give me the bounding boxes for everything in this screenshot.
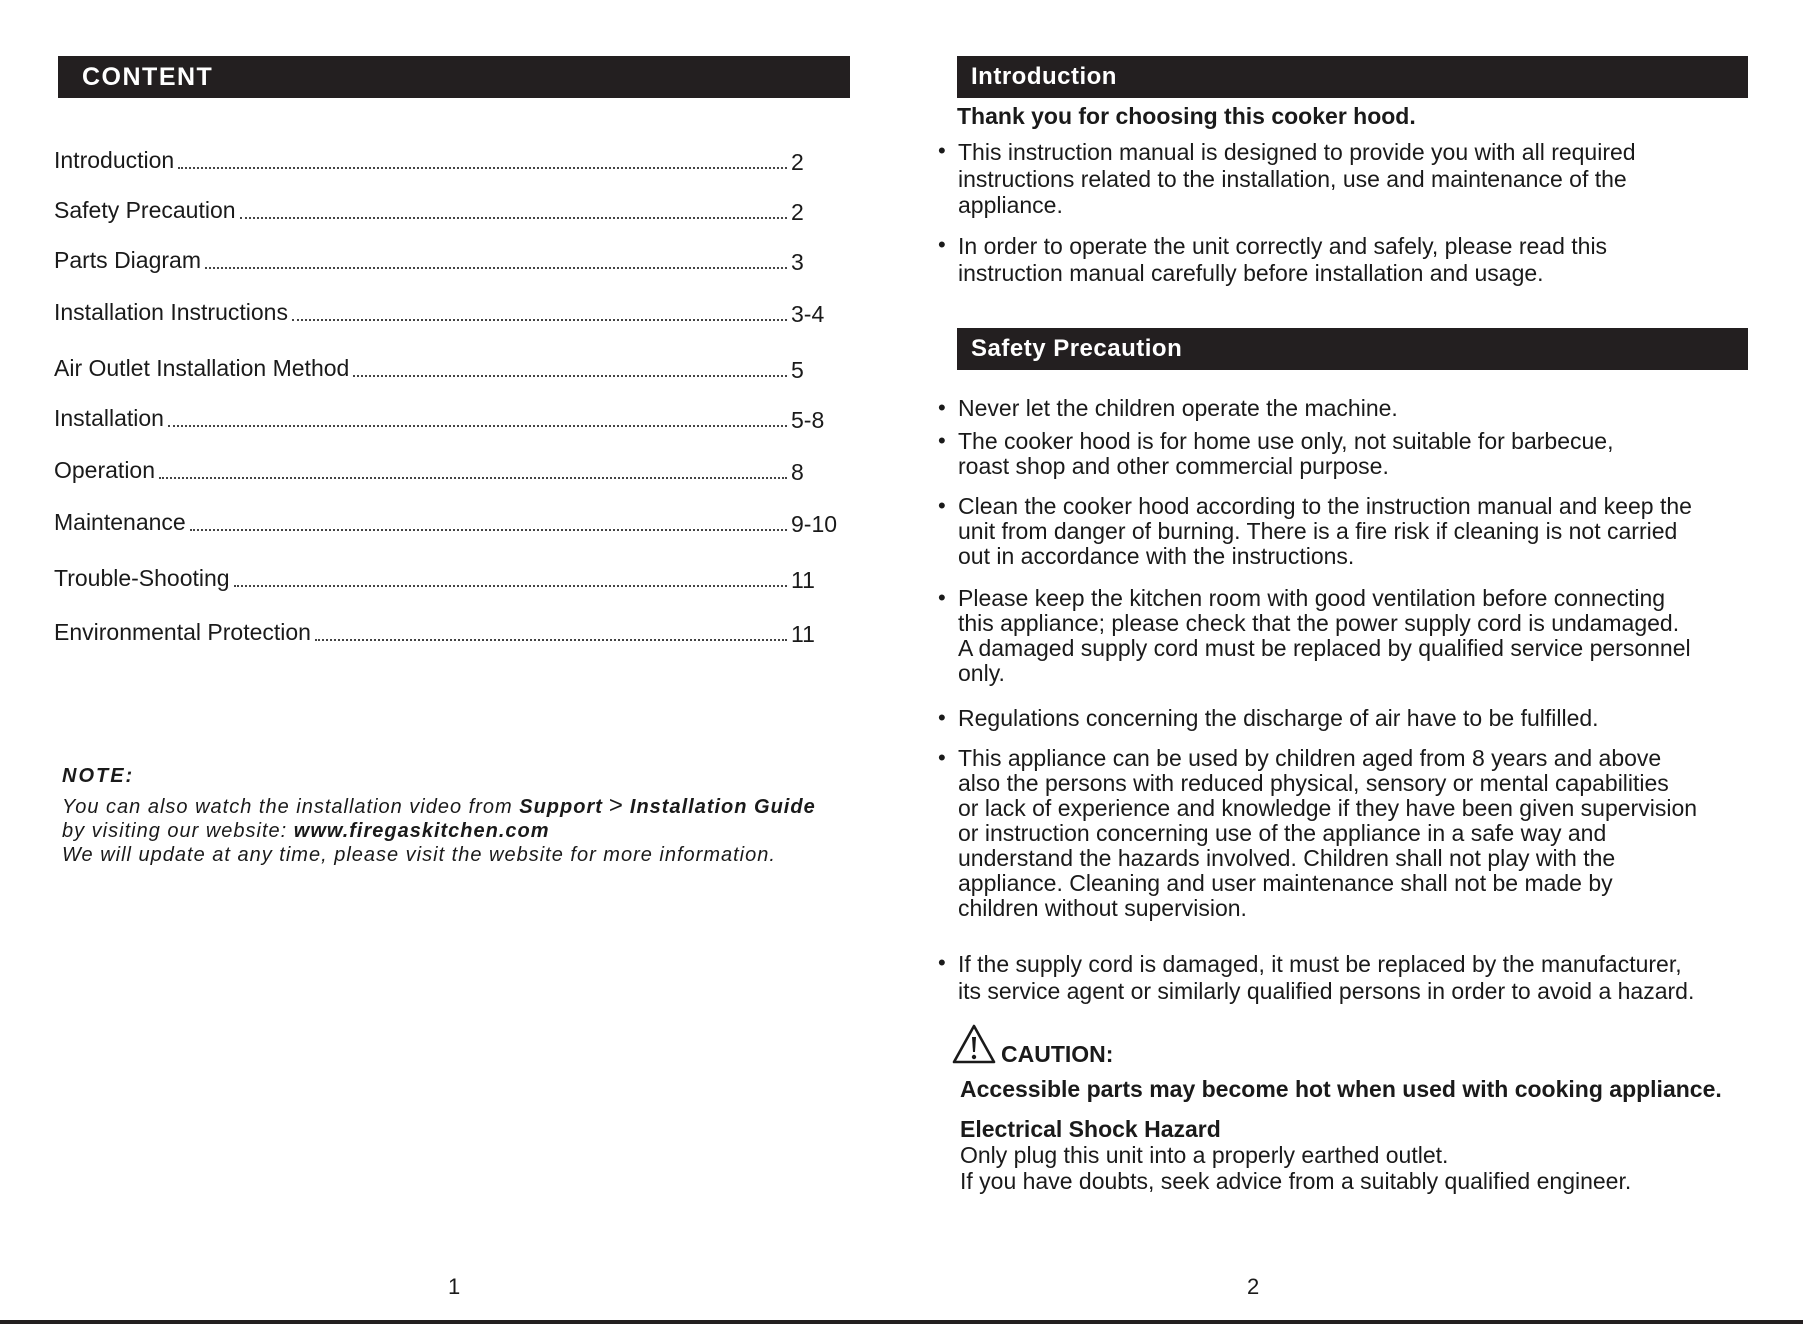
chevron-right-icon: > <box>608 792 624 819</box>
toc-item-page: 3-4 <box>791 301 825 327</box>
toc-item-title: Installation <box>54 405 164 431</box>
bullet-dot-icon: • <box>938 428 946 453</box>
introduction-header: Introduction <box>957 56 1748 98</box>
bullet-dot-icon: • <box>938 950 946 975</box>
toc-leader-dots <box>190 529 787 531</box>
note-line-1-prefix: You can also watch the installation video from <box>62 796 520 818</box>
bullet-dot-icon: • <box>938 232 946 257</box>
note-support-text: Support <box>519 796 603 818</box>
note-title: NOTE: <box>62 765 135 787</box>
note-line-2-prefix: by visiting our website: <box>62 820 294 842</box>
toc-leader-dots <box>178 167 787 169</box>
electrical-shock-line-1: Only plug this unit into a properly earthed outlet. <box>960 1142 1449 1168</box>
bullet-line: In order to operate the unit correctly and safely, please read this <box>958 233 1608 259</box>
toc-item-page: 8 <box>791 459 804 485</box>
bullet-dot-icon: • <box>938 705 946 730</box>
bullet-item <box>938 429 1768 479</box>
toc-item-title: Operation <box>54 457 156 483</box>
page-number: 1 <box>448 1274 461 1299</box>
note-line-3: We will update at any time, please visit the website for more information. <box>62 844 776 866</box>
bullet-item <box>938 746 1768 921</box>
bullet-line: out in accordance with the instructions. <box>958 543 1355 569</box>
toc-item-title: Maintenance <box>54 509 186 535</box>
electrical-shock-line-2: If you have doubts, seek advice from a suitably qualified engineer. <box>960 1168 1632 1194</box>
toc-leader-dots <box>159 477 787 479</box>
bullet-text <box>958 429 1768 479</box>
note-block <box>62 764 882 867</box>
bullet-line: This instruction manual is designed to provide you with all required <box>958 139 1636 165</box>
bullet-line: If the supply cord is damaged, it must be replaced by the manufacturer, <box>958 951 1682 977</box>
toc-leader-dots <box>292 319 787 321</box>
bullet-item <box>938 396 1768 421</box>
bullet-item <box>938 139 1768 219</box>
bullet-line: This appliance can be used by children aged from 8 years and above <box>958 745 1662 771</box>
bullet-line: appliance. <box>958 192 1063 218</box>
toc-item-title: Safety Precaution <box>54 197 236 223</box>
intro-lead: Thank you for choosing this cooker hood. <box>957 103 1416 129</box>
toc-item <box>54 298 854 328</box>
bullet-text <box>958 494 1768 569</box>
toc-leader-dots <box>240 217 787 219</box>
bullet-line: or lack of experience and knowledge if they have been given supervision <box>958 795 1698 821</box>
bullet-dot-icon: • <box>938 138 946 163</box>
bullet-line: or instruction concerning use of the appliance in a safe way and <box>958 820 1607 846</box>
website-url: www.firegaskitchen.com <box>293 820 550 842</box>
toc-item <box>54 146 854 176</box>
content-header: CONTENT <box>58 56 850 98</box>
toc-item-title: Trouble-Shooting <box>54 565 230 591</box>
bullet-line: understand the hazards involved. Children shall not play with the <box>958 845 1616 871</box>
bullet-item <box>938 494 1768 569</box>
toc-item-title: Parts Diagram <box>54 247 201 273</box>
note-line-2 <box>62 819 882 843</box>
bullet-line: its service agent or similarly qualified persons in order to avoid a hazard. <box>958 977 1695 1004</box>
bullet-dot-icon: • <box>938 745 946 770</box>
bullet-line: The cooker hood is for home use only, not suitable for barbecue, <box>958 428 1614 454</box>
bullet-line: A damaged supply cord must be replaced by qualified service personnel <box>958 635 1691 661</box>
bullet-line: children without supervision. <box>958 895 1247 921</box>
bullet-line: Regulations concerning the discharge of air have to be fulfilled. <box>958 705 1599 731</box>
toc-item-page: 11 <box>791 567 815 593</box>
page-number: 2 <box>1247 1274 1260 1299</box>
toc-item-page: 2 <box>791 199 804 225</box>
bullet-item <box>938 951 1768 1004</box>
bullet-dot-icon: • <box>938 585 946 610</box>
caution-text: Accessible parts may become hot when used with cooking appliance. <box>960 1076 1722 1102</box>
toc-item <box>54 196 854 226</box>
bullet-line: instructions related to the installation, use and maintenance of the <box>958 165 1627 192</box>
warning-triangle-icon <box>951 1023 997 1070</box>
toc-item-page: 3 <box>791 249 804 275</box>
electrical-shock-title: Electrical Shock Hazard <box>960 1116 1221 1142</box>
toc-item <box>54 564 854 594</box>
bottom-rule <box>0 1320 1803 1324</box>
toc-item <box>54 246 854 276</box>
bullet-line: roast shop and other commercial purpose. <box>958 453 1389 479</box>
toc-item <box>54 354 854 384</box>
safety-precaution-header: Safety Precaution <box>957 328 1748 370</box>
bullet-line: this appliance; please check that the power supply cord is undamaged. <box>958 610 1680 636</box>
toc-item-title: Introduction <box>54 147 175 173</box>
toc-item-title: Installation Instructions <box>54 299 288 325</box>
bullet-text <box>958 586 1768 686</box>
bullet-item <box>938 233 1768 286</box>
toc-leader-dots <box>315 639 787 641</box>
bullet-text <box>958 139 1768 219</box>
bullet-dot-icon: • <box>938 493 946 518</box>
toc-item-title: Air Outlet Installation Method <box>54 355 350 381</box>
bullet-text <box>958 706 1768 731</box>
note-installation-guide-text: Installation Guide <box>629 796 816 818</box>
bullet-line: only. <box>958 660 1005 686</box>
bullet-item <box>938 586 1768 686</box>
bullet-text <box>958 951 1768 1004</box>
toc-leader-dots <box>168 425 787 427</box>
toc-item-page: 5-8 <box>791 407 825 433</box>
bullet-line: Clean the cooker hood according to the instruction manual and keep the <box>958 493 1692 519</box>
toc-leader-dots <box>353 375 787 377</box>
bullet-dot-icon: • <box>938 395 946 420</box>
toc-leader-dots <box>234 585 787 587</box>
left-page <box>0 0 901 1324</box>
bullet-line: Never let the children operate the machine. <box>958 395 1398 421</box>
caution-label: CAUTION: <box>1001 1041 1114 1067</box>
toc-leader-dots <box>205 267 787 269</box>
bullet-line: Please keep the kitchen room with good ventilation before connecting <box>958 585 1666 611</box>
bullet-text <box>958 233 1768 286</box>
toc-item-page: 2 <box>791 149 804 175</box>
toc-item <box>54 456 854 486</box>
toc-item-page: 11 <box>791 621 815 647</box>
bullet-text <box>958 746 1768 921</box>
bullet-line: also the persons with reduced physical, sensory or mental capabilities <box>958 770 1669 796</box>
right-page <box>901 0 1803 1324</box>
note-line-1 <box>62 794 882 819</box>
toc-item <box>54 508 854 538</box>
toc-item-title: Environmental Protection <box>54 619 311 645</box>
toc-item-page: 5 <box>791 357 804 383</box>
caution-row <box>951 1028 1113 1070</box>
toc-item <box>54 404 854 434</box>
bullet-line: unit from danger of burning. There is a fire risk if cleaning is not carried <box>958 518 1678 544</box>
bullet-item <box>938 706 1768 731</box>
bullet-line: instruction manual carefully before installation and usage. <box>958 259 1544 286</box>
bullet-text <box>958 396 1768 421</box>
toc-item-page: 9-10 <box>791 511 838 537</box>
bullet-line: appliance. Cleaning and user maintenance shall not be made by <box>958 870 1613 896</box>
toc-item <box>54 618 854 648</box>
